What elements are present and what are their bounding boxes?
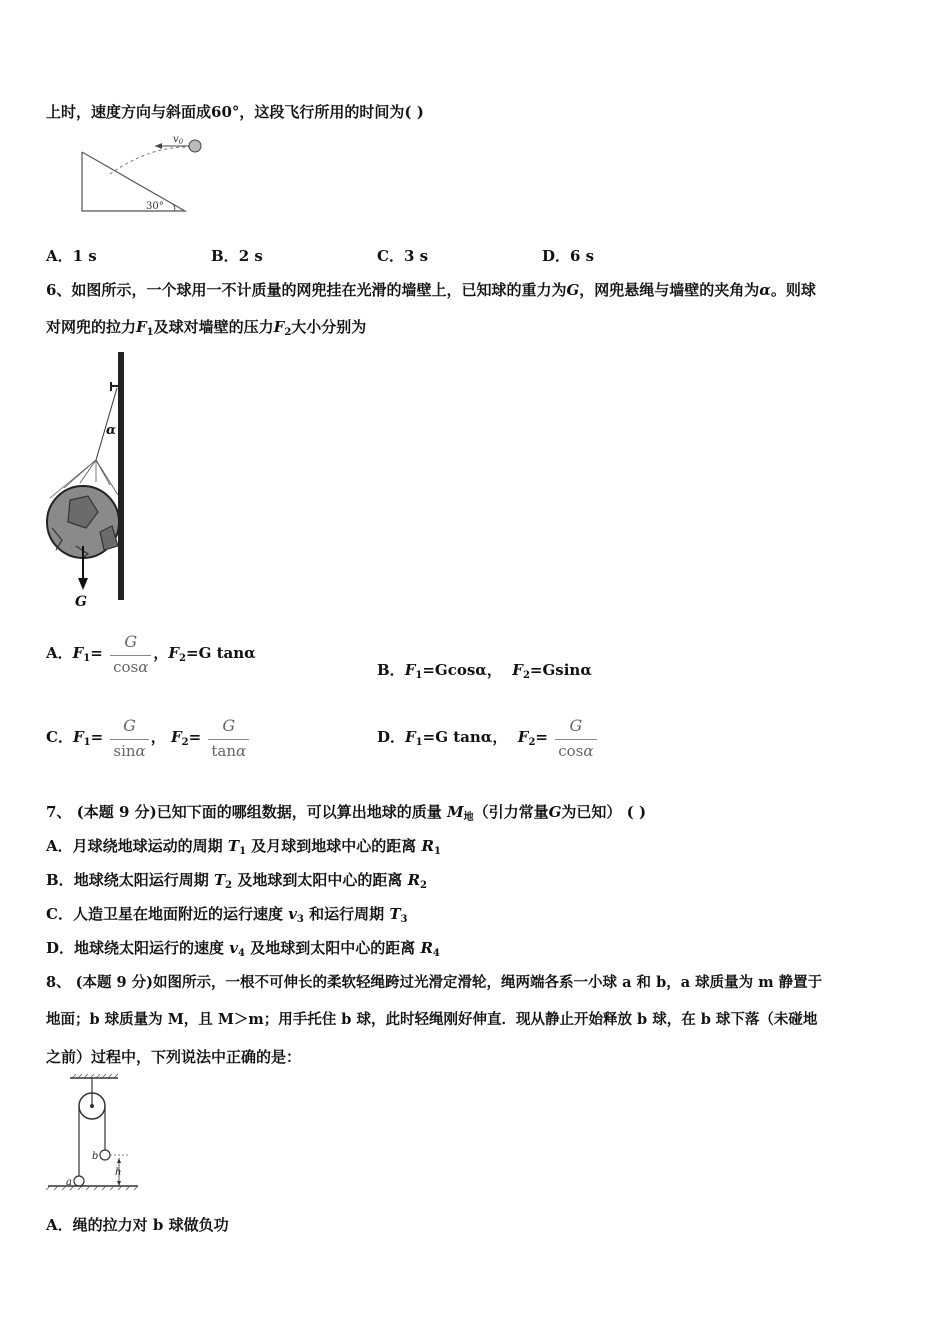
q5-option-d[interactable]: D．6 s — [542, 247, 595, 265]
frac-g-over-cos-d: $\frac{G}{\cos\alpha}$ — [555, 716, 596, 760]
net-ball-figure — [40, 350, 140, 612]
q7-stem: 7、 (本题 9 分)已知下面的哪组数据，可以算出地球的质量 $M_地$（引力常量G为已知） ( ) — [46, 803, 647, 823]
q7-option-c[interactable]: C．人造卫星在地面附近的运行速度 $v_3$ 和运行周期 $T_3$ — [46, 905, 408, 925]
q5-option-c[interactable]: C．3 s — [377, 247, 429, 265]
q7-option-b[interactable]: B．地球绕太阳运行周期 $T_2$ 及地球到太阳中心的距离 $R_2$ — [46, 871, 427, 891]
q6-stem-line2: 对网兜的拉力$F_1$及球对墙壁的压力$F_2$大小分别为 — [46, 318, 367, 338]
q6-stem-line1: 6、如图所示，一个球用一不计质量的网兜挂在光滑的墙壁上，已知球的重力为G，网兜悬绳与墙壁的夹角为α。则球 — [46, 281, 816, 299]
q7-option-a[interactable]: A．月球绕地球运动的周期 $T_1$ 及月球到地球中心的距离 $R_1$ — [46, 837, 441, 857]
frac-g-over-sin: $\frac{G}{\sin\alpha}$ — [110, 716, 148, 760]
frac-g-over-tan: $\frac{G}{\tan\alpha}$ — [208, 716, 249, 760]
q8-option-a[interactable]: A．绳的拉力对 b 球做负功 — [46, 1216, 229, 1234]
fig-g-label: G — [75, 594, 87, 610]
q8-stem-line2: 地面；b 球质量为 M，且 M＞m；用手托住 b 球，此时轻绳刚好伸直．现从静止开始释放 b 球，在 b 球下落（未碰地 — [46, 1011, 818, 1028]
angle-label: 30° — [146, 201, 164, 212]
fig-alpha-label: α — [106, 423, 117, 438]
frac-g-over-cos: $\frac{G}{\cos\alpha}$ — [110, 632, 151, 676]
incline-figure — [70, 134, 210, 216]
fig-a-label: a — [66, 1177, 72, 1188]
q6-option-a[interactable]: A．$F_1=$ $\frac{G}{\cos\alpha}$ ，$F_2=G$ tanα — [46, 632, 256, 676]
q6-option-d[interactable]: D．$F_1=G$ tanα， $F_2=$ $\frac{G}{\cos\alpha}$ — [377, 716, 599, 760]
q7-option-d[interactable]: D．地球绕太阳运行的速度 $v_4$ 及地球到太阳中心的距离 $R_4$ — [46, 939, 440, 959]
fig-b-label: b — [92, 1151, 99, 1162]
q5-option-a[interactable]: A．1 s — [46, 247, 97, 265]
q8-stem-line3: 之前）过程中，下列说法中正确的是： — [46, 1048, 302, 1066]
q5-stem-tail: 上时，速度方向与斜面成60°，这段飞行所用的时间为( ) — [46, 103, 424, 121]
fig-h-label: h — [115, 1167, 122, 1178]
q6-option-b[interactable]: B．$F_1=Gcos\alpha$， $F_2=Gsin\alpha$ — [377, 661, 592, 681]
q8-stem-line1: 8、 (本题 9 分)如图所示，一根不可伸长的柔软轻绳跨过光滑定滑轮，绳两端各系一小球 a 和 b，a 球质量为 m 静置于 — [46, 974, 823, 991]
pulley-figure — [44, 1074, 144, 1196]
q5-option-b[interactable]: B．2 s — [211, 247, 263, 265]
q6-option-c[interactable]: C．$F_1=$ $\frac{G}{\sin\alpha}$ ， $F_2=$ $\frac{G}{\tan\alpha}$ — [46, 716, 251, 760]
v0-label: $v_0$ — [173, 134, 184, 146]
